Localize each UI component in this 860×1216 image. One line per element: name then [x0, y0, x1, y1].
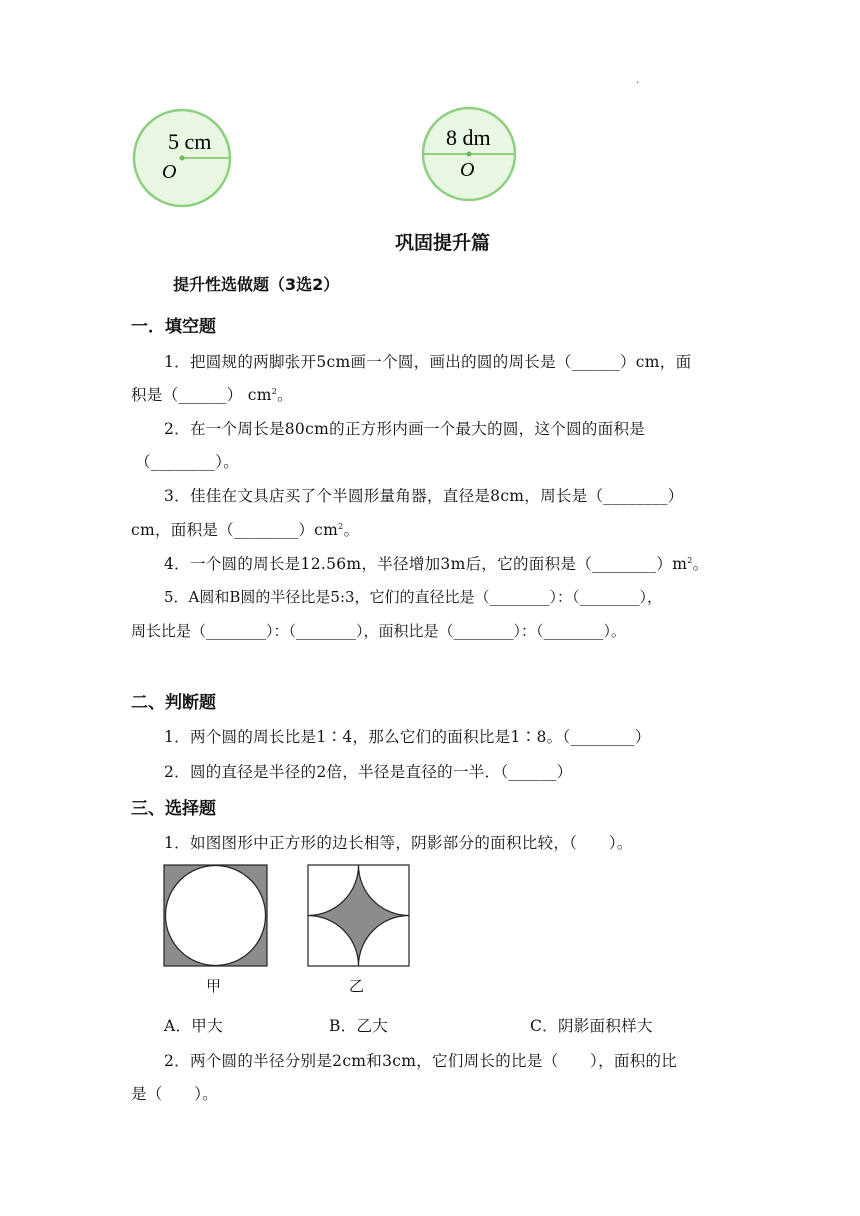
section3-heading: 三、选择题: [131, 799, 216, 819]
section1-heading: 一．填空题: [131, 317, 216, 337]
s1-q5-line2: 周长比是（________）：（________），面积比是（________）：（________）。: [131, 622, 627, 640]
section2-heading: 二、判断题: [131, 693, 216, 713]
radius-label: 5 cm: [168, 129, 212, 154]
option-a: A．甲大: [164, 1017, 223, 1035]
option-b: B．乙大: [329, 1017, 389, 1035]
s2-q2: 2．圆的直径是半径的2倍，半径是直径的一半．（______）: [164, 763, 573, 781]
s1-q3-line2: cm，面积是$(\_\_\_\_\_\_\_\_)cm^2$。: [131, 521, 360, 539]
center-dot: [467, 152, 472, 157]
figure-jia: [163, 864, 269, 968]
s1-q2-line1: 2．在一个周长是80cm的正方形内画一个最大的圆，这个圆的面积是: [164, 420, 646, 438]
s1-q4: 4．一个圆的周长是12.56m，半径增加3m后，它的面积是$(\_\_\_\_\_\_\_\_)m^2$。: [164, 555, 709, 573]
center-dot: [180, 156, 185, 161]
jia-circle: [166, 866, 266, 966]
figure-yi-label: 乙: [349, 977, 365, 995]
top-mark: .: [636, 75, 640, 86]
s3-q2-line2: 是（ ）。: [131, 1085, 219, 1103]
option-c: C．阴影面积样大: [530, 1017, 653, 1035]
s3-q2-line1: 2．两个圆的半径分别是2cm和3cm，它们周长的比是（ ），面积的比: [164, 1052, 678, 1070]
s2-q1: 1．两个圆的周长比是1∶4，那么它们的面积比是1∶8。（________）: [164, 728, 651, 746]
s1-q1-line1: 1．把圆规的两脚张开5cm画一个圆，画出的圆的周长是（______）cm，面: [164, 353, 692, 371]
circle-figure-8dm: [414, 104, 524, 204]
s1-q5-line1: 5．A圆和B圆的半径比是5:3，它们的直径比是（________）：（________），: [164, 588, 663, 606]
diameter-label: 8 dm: [446, 125, 491, 150]
s3-q1: 1．如图图形中正方形的边长相等，阴影部分的面积比较，（ ）。: [164, 834, 633, 852]
s1-q3-line1: 3．佳佳在文具店买了个半圆形量角器，直径是8cm，周长是（________）: [164, 487, 684, 505]
center-label: O: [460, 159, 475, 181]
figure-jia-label: 甲: [206, 977, 222, 995]
figure-yi: [307, 864, 411, 968]
page-title: 巩固提升篇: [395, 232, 491, 254]
s1-q2-line2: （________）。: [135, 453, 240, 471]
center-label: O: [162, 161, 177, 183]
circle-figure-5cm: [128, 104, 238, 214]
subtitle: 提升性选做题（3选2）: [173, 275, 340, 294]
s1-q1-line2: 积是（______） $cm^2$。: [131, 386, 293, 404]
